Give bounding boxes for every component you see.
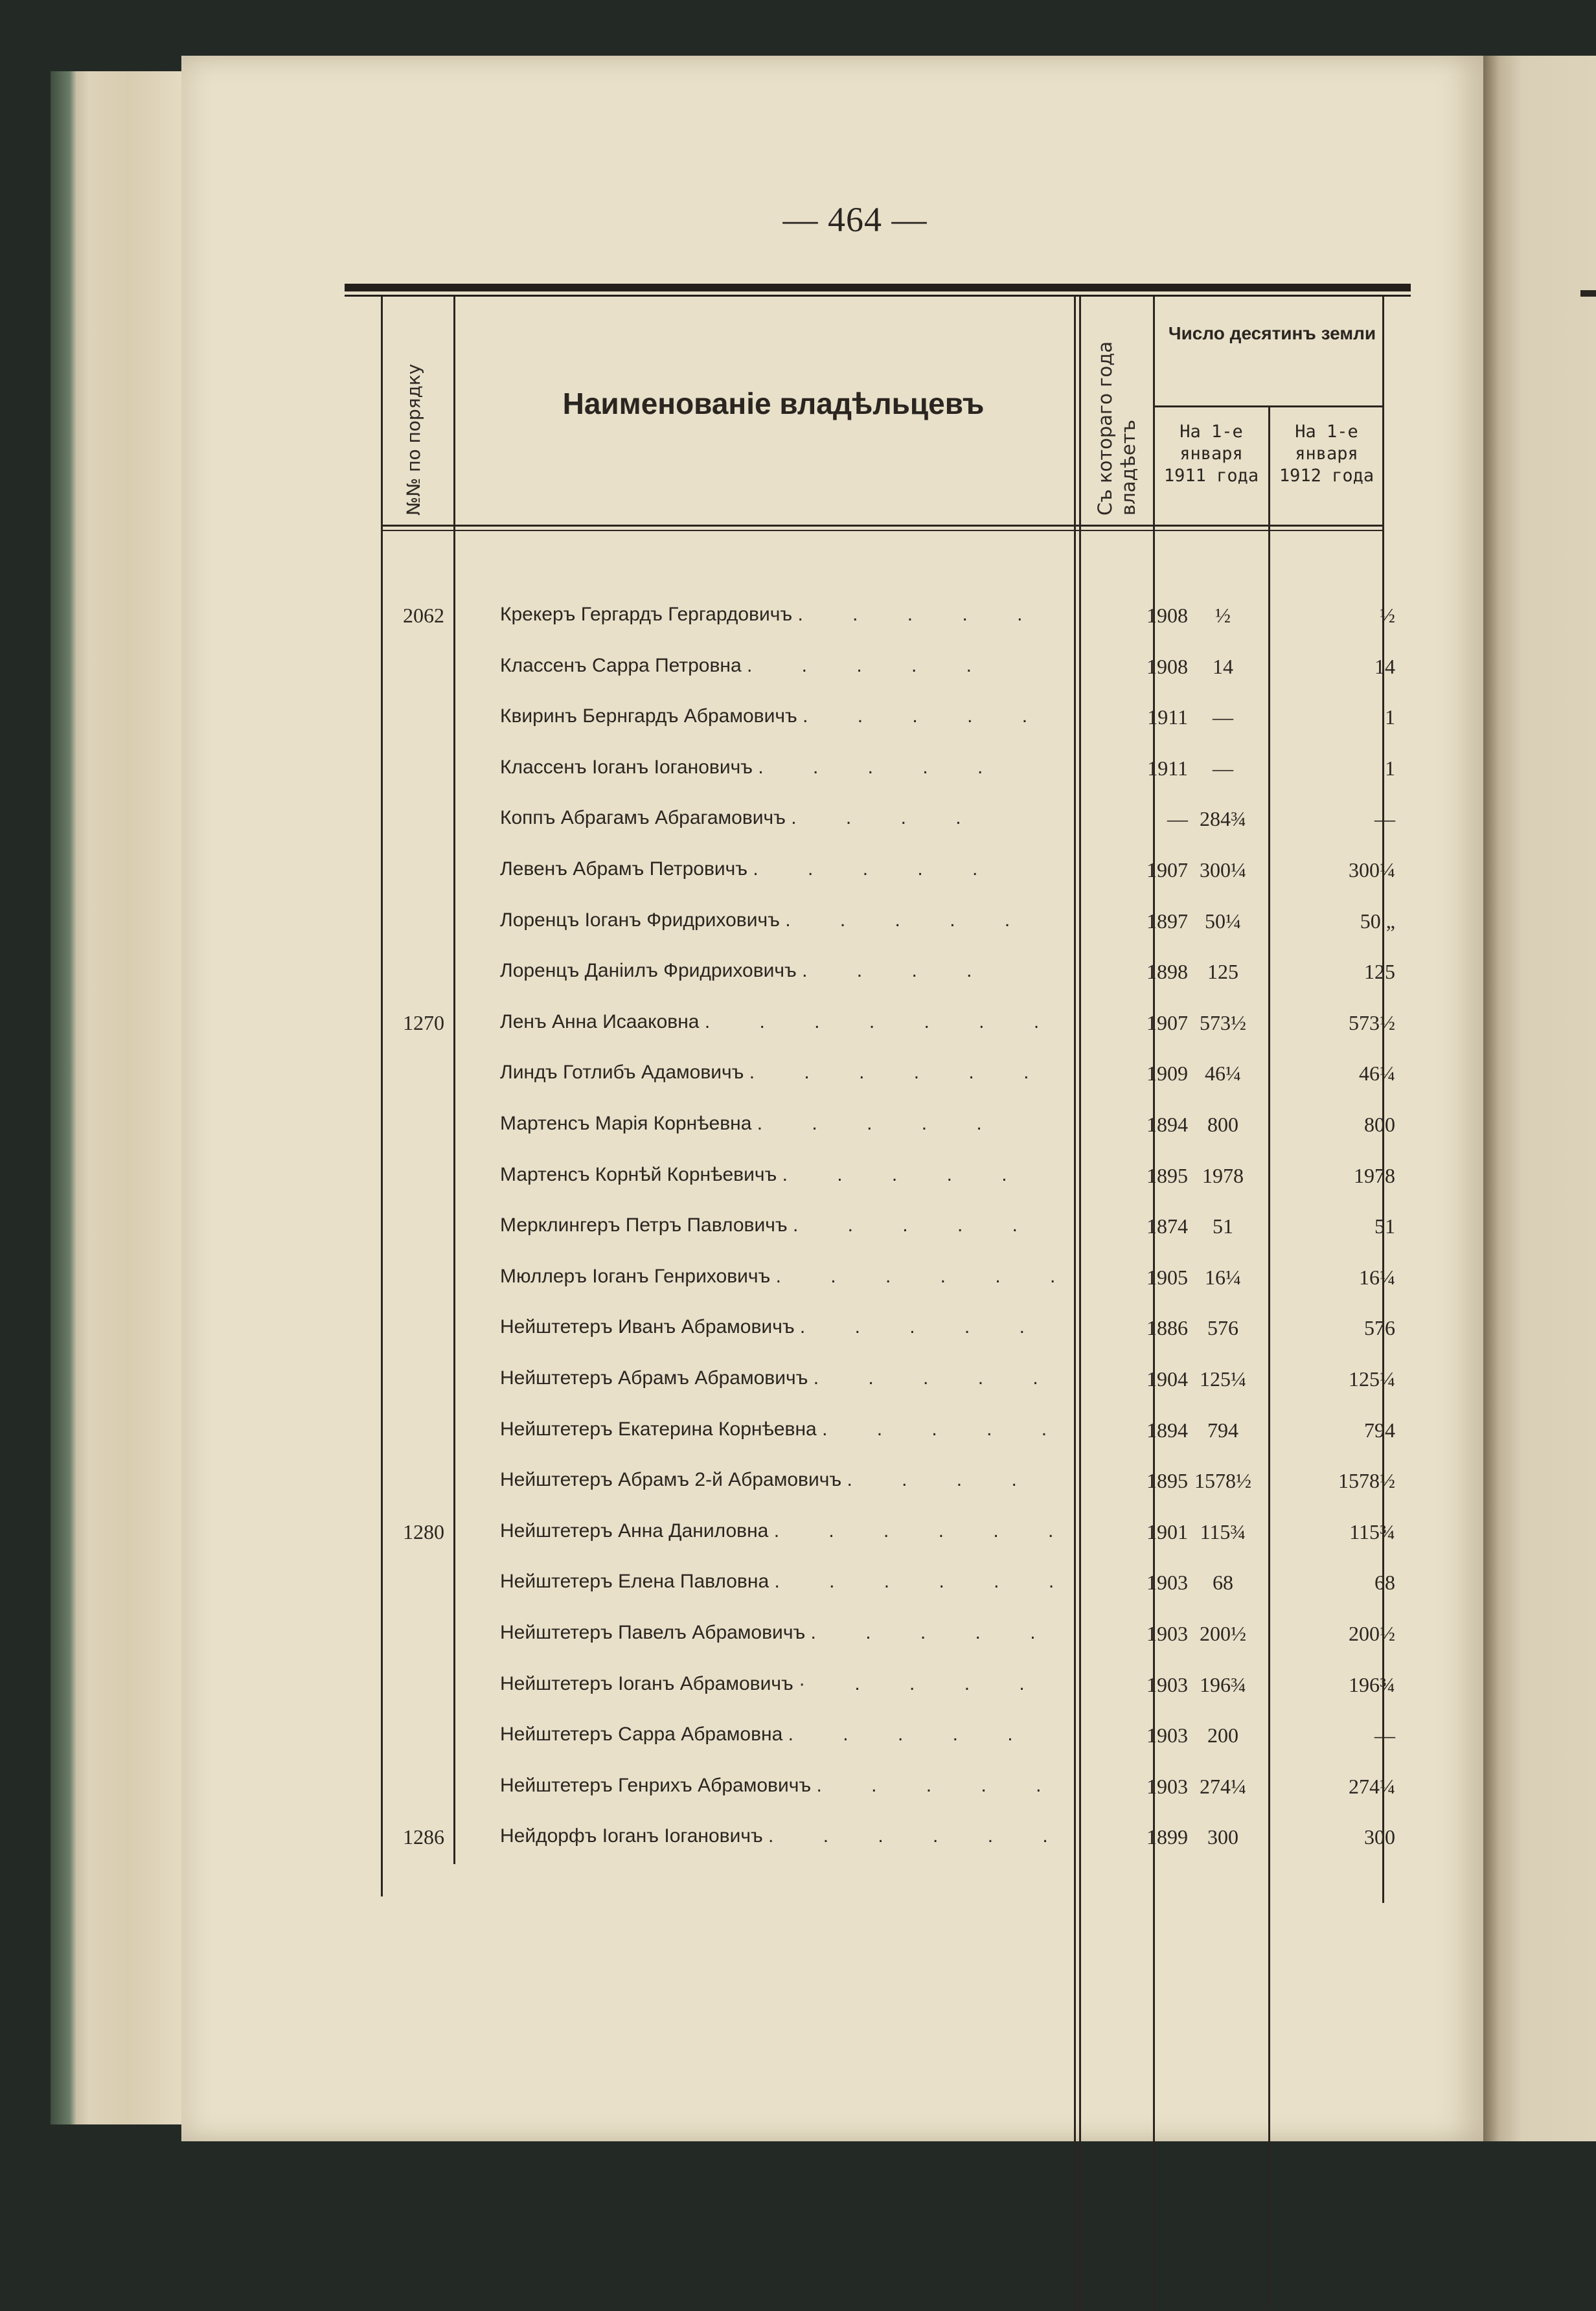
owned-since-year: 1905 [1146, 1265, 1188, 1289]
owned-since-year: 1901 [1146, 1520, 1188, 1543]
land-1912: 1 [1385, 705, 1395, 729]
table-row [363, 1062, 1399, 1100]
owned-since-year: 1903 [1146, 1622, 1188, 1645]
header-col-land: Число десятинъ земли [1168, 323, 1376, 343]
leader-dots: . . . . . . [749, 1062, 1051, 1084]
table-row [363, 757, 1399, 795]
table-row [363, 1825, 1399, 1864]
leader-dots: · . . . . [799, 1672, 1047, 1694]
land-1911: 200 [1207, 1724, 1238, 1747]
land-1911: 284¾ [1200, 807, 1246, 831]
table-row [363, 1316, 1399, 1355]
land-1912: — [1374, 807, 1395, 831]
land-1912: 14 [1374, 654, 1395, 678]
table-row [363, 909, 1399, 948]
owner-name-text: Лоренцъ Іоганъ Фридриховичъ [500, 909, 780, 931]
owner-name-text: Нейштетеръ Генрихъ Абрамовичъ [500, 1774, 812, 1796]
leader-dots: . . . . . [757, 1113, 1004, 1134]
land-1912: 46¼ [1359, 1062, 1395, 1086]
land-1911: 51 [1213, 1214, 1233, 1238]
land-1912: 794 [1364, 1418, 1395, 1442]
owned-since-year: 1911 [1147, 756, 1188, 780]
owner-name-text: Нейштетеръ Екатерина Корнѣевна [500, 1418, 817, 1440]
owned-since-year: 1895 [1146, 1469, 1188, 1493]
owner-name-text: Нейштетеръ Иванъ Абрамовичъ [500, 1316, 795, 1338]
header-col-name: Наименованіе владѣльцевъ [562, 387, 985, 420]
owner-name-text: Нейштетеръ Павелъ Абрамовичъ [500, 1622, 806, 1643]
owner-name-text: Нейштетеръ Абрамъ Абрамовичъ [500, 1367, 808, 1389]
land-1911: 576 [1207, 1316, 1238, 1340]
table-row [363, 604, 1399, 643]
table-row [363, 1775, 1399, 1814]
land-1911: 800 [1207, 1113, 1238, 1136]
owned-since-year: 1895 [1146, 1163, 1188, 1187]
leader-dots: . . . . . [792, 1214, 1040, 1236]
table-row [363, 1113, 1399, 1152]
row-number: 1286 [403, 1825, 444, 1849]
owner-name-text: Ленъ Анна Исааковна [500, 1010, 700, 1032]
land-1912: 196¾ [1349, 1672, 1395, 1696]
owned-since-year: 1874 [1146, 1214, 1188, 1238]
table-row [363, 1520, 1399, 1559]
land-1911: 68 [1213, 1571, 1233, 1595]
leader-dots: . . . . . [813, 1367, 1060, 1389]
owner-name-text: Классенъ Сарра Петровна [500, 654, 742, 676]
land-1912: 1578½ [1338, 1469, 1395, 1493]
table-row [363, 1266, 1399, 1304]
owned-since-year: 1903 [1146, 1724, 1188, 1747]
table-row [363, 655, 1399, 694]
leader-dots: . . . . . [797, 604, 1045, 625]
table-row [363, 1673, 1399, 1712]
owner-name-text: Нейштетеръ Іоганъ Абрамовичъ [500, 1672, 793, 1694]
owned-since-year: 1907 [1146, 1010, 1188, 1034]
header-bottom-rule [381, 525, 1384, 527]
table-row [363, 1214, 1399, 1253]
owner-name-text: Нейштетеръ Анна Даниловна [500, 1520, 769, 1542]
header-col-1911: На 1-е января 1911 года [1163, 422, 1259, 486]
owner-name-text: Крекеръ Гергардъ Гергардовичъ [500, 604, 793, 625]
leader-dots: . . . . . . [774, 1571, 1077, 1593]
owned-since-year: 1894 [1146, 1418, 1188, 1442]
table-row [363, 1622, 1399, 1661]
land-1912: 300 [1364, 1825, 1395, 1849]
land-1912: 115¾ [1349, 1520, 1395, 1543]
land-1912: 1978 [1354, 1163, 1395, 1187]
land-1911: — [1213, 756, 1233, 780]
land-1911: 300 [1207, 1825, 1238, 1849]
owner-name-text: Коппъ Абрагамъ Абрагамовичъ [500, 807, 786, 829]
owned-since-year: 1904 [1146, 1367, 1188, 1391]
land-1912: 16¼ [1359, 1265, 1395, 1289]
land-1911: 50¼ [1205, 909, 1241, 933]
table-row [363, 960, 1399, 999]
leader-dots: . . . . [791, 807, 983, 829]
leader-dots: . . . . . . . [704, 1010, 1062, 1032]
owner-name-text: Классенъ Іоганъ Іогановичъ [500, 756, 753, 778]
header-col-year: Съ котораго года владѣетъ [1094, 341, 1139, 516]
land-1912: 125¼ [1349, 1367, 1395, 1391]
land-1911: 125 [1207, 960, 1238, 984]
land-1911: 196¾ [1200, 1672, 1246, 1696]
table-top-rule-thin [345, 295, 1411, 297]
land-1911: 200½ [1200, 1622, 1246, 1645]
land-1912: 274¼ [1349, 1774, 1395, 1798]
land-1912: 200½ [1349, 1622, 1395, 1645]
land-1912: — [1374, 1724, 1395, 1747]
land-1911: 14 [1213, 654, 1233, 678]
facing-page-rule [1580, 290, 1596, 297]
header-bottom-rule-thin [381, 530, 1384, 531]
owned-since-year: 1899 [1146, 1825, 1188, 1849]
table-row [363, 705, 1399, 744]
land-1911: — [1213, 705, 1233, 729]
owner-name-text: Нейштетеръ Абрамъ 2-й Абрамовичъ [500, 1469, 842, 1491]
leader-dots: . . . . . . [775, 1265, 1078, 1287]
land-1912: 800 [1364, 1113, 1395, 1136]
land-1911: 274¼ [1200, 1774, 1246, 1798]
owned-since-year: 1903 [1146, 1774, 1188, 1798]
land-1912: 51 [1374, 1214, 1395, 1238]
leader-dots: . . . . . [799, 1316, 1047, 1338]
owner-name-text: Левенъ Абрамъ Петровичъ [500, 858, 748, 880]
leader-dots: . . . . . [746, 654, 994, 676]
owned-since-year: 1886 [1146, 1316, 1188, 1340]
table-row [363, 1367, 1399, 1406]
land-1912: 50 „ [1360, 909, 1395, 933]
leader-dots: . . . . . [753, 858, 1000, 880]
table-row [363, 858, 1399, 897]
leader-dots: . . . . . . [768, 1825, 1070, 1847]
table-row [363, 1418, 1399, 1457]
owned-since-year: 1908 [1146, 654, 1188, 678]
leader-dots: . . . . . [822, 1418, 1069, 1440]
land-1911: 46¼ [1205, 1062, 1241, 1086]
land-1911: 300¼ [1200, 858, 1246, 882]
land-1912: 576 [1364, 1316, 1395, 1340]
owned-since-year: 1907 [1146, 858, 1188, 882]
facing-page-edge [1483, 56, 1596, 2141]
leader-dots: . . . . . [810, 1622, 1058, 1643]
owned-since-year: 1903 [1146, 1571, 1188, 1595]
owned-since-year: 1897 [1146, 909, 1188, 933]
table-row [363, 1164, 1399, 1203]
land-subheader-rule [1153, 405, 1384, 407]
page-number: — 464 — [782, 200, 928, 239]
land-1912: 300¼ [1349, 858, 1395, 882]
owner-name-text: Нейштетеръ Сарра Абрамовна [500, 1724, 783, 1746]
owner-name-text: Квиринъ Бернгардъ Абрамовичъ [500, 705, 797, 727]
land-1911: 16¼ [1205, 1265, 1241, 1289]
owner-name-text: Мерклингеръ Петръ Павловичъ [500, 1214, 788, 1236]
leader-dots: . . . . . [785, 909, 1032, 931]
land-1911: 125¼ [1200, 1367, 1246, 1391]
row-number: 2062 [403, 604, 444, 627]
leader-dots: . . . . . [803, 705, 1050, 727]
land-1912: 1 [1385, 756, 1395, 780]
owned-since-year: — [1167, 807, 1188, 831]
land-1911: 794 [1207, 1418, 1238, 1442]
leader-dots: . . . . . [788, 1724, 1035, 1746]
table-row [363, 807, 1399, 846]
land-1911: 1978 [1202, 1163, 1244, 1187]
land-1911: ½ [1215, 604, 1231, 627]
row-number: 1280 [403, 1520, 444, 1543]
leader-dots: . . . . [847, 1469, 1039, 1491]
land-1911: 573½ [1200, 1010, 1246, 1034]
land-1912: 125 [1364, 960, 1395, 984]
owned-since-year: 1898 [1146, 960, 1188, 984]
land-1912: ½ [1380, 604, 1395, 627]
land-1912: 68 [1374, 1571, 1395, 1595]
header-col-1912: На 1-е января 1912 года [1279, 422, 1374, 486]
owner-name-text: Мартенсъ Корнѣй Корнѣевичъ [500, 1163, 777, 1185]
leader-dots: . . . . . . [773, 1520, 1076, 1542]
land-1911: 115¾ [1200, 1520, 1246, 1543]
owner-name-text: Линдъ Готлибъ Адамовичъ [500, 1062, 744, 1084]
owned-since-year: 1908 [1146, 604, 1188, 627]
header-col-number: №№ по порядку [403, 363, 424, 516]
owned-since-year: 1903 [1146, 1672, 1188, 1696]
row-number: 1270 [403, 1010, 444, 1034]
table-row [363, 1571, 1399, 1610]
table-row [363, 1724, 1399, 1762]
leader-dots: . . . . . [816, 1774, 1064, 1796]
owned-since-year: 1911 [1147, 705, 1188, 729]
book-spine [51, 71, 70, 2124]
owned-since-year: 1894 [1146, 1113, 1188, 1136]
table-row [363, 1011, 1399, 1050]
leader-dots: . . . . . [782, 1163, 1029, 1185]
leader-dots: . . . . . [758, 756, 1005, 778]
owner-name-text: Нейдорфъ Іоганъ Іогановичъ [500, 1825, 763, 1847]
land-1912: 573½ [1349, 1010, 1395, 1034]
owned-since-year: 1909 [1146, 1062, 1188, 1086]
leader-dots: . . . . [802, 960, 994, 982]
owner-name-text: Лоренцъ Даніилъ Фридриховичъ [500, 960, 797, 982]
land-1911: 1578½ [1194, 1469, 1251, 1493]
owner-name-text: Мюллеръ Іоганъ Генриховичъ [500, 1265, 771, 1287]
table-top-rule [345, 284, 1411, 291]
table-row [363, 1469, 1399, 1508]
owner-name-text: Нейштетеръ Елена Павловна [500, 1571, 770, 1593]
owner-name-text: Мартенсъ Марія Корнѣевна [500, 1113, 752, 1134]
